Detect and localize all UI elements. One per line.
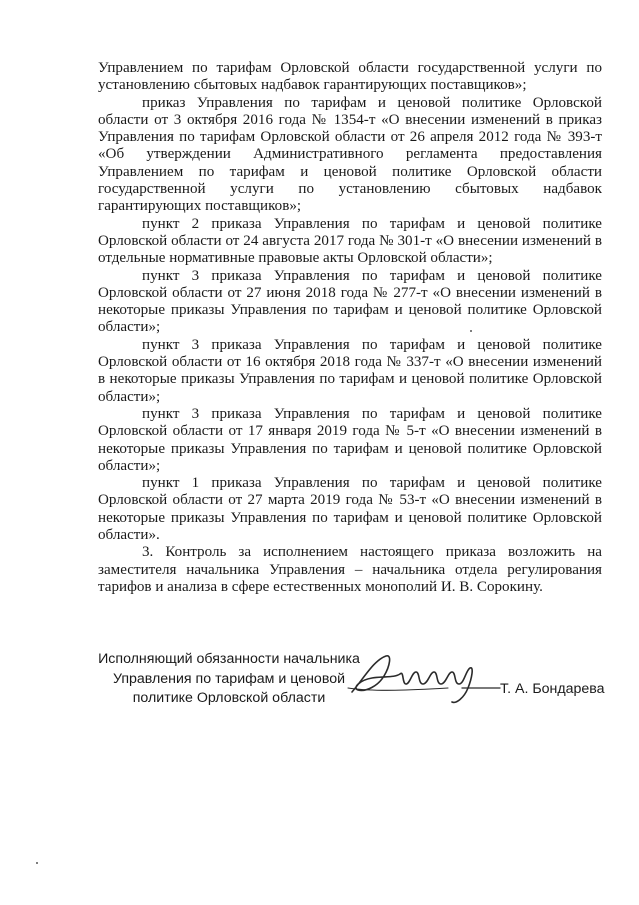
paragraph-0: Управлением по тарифам Орловской области государственной услуги по установлению сбытовых надбавок гарантирующих поставщиков»; [98,60,602,94]
signatory-position-line-2: Управления по тарифам и ценовой [112,670,346,687]
scan-speck [36,862,38,864]
paragraph-4: пункт 3 приказа Управления по тарифам и ценовой политике Орловской области от 16 октября 2018 года № 337-т «О внесении изменений в некоторые приказы Управления по тарифам и ценовой политике Орловской области»; [98,336,602,405]
signatory-position-line-3: политике Орловской области [132,690,326,706]
signatory-position-line-1: Исполняющий обязанности начальника [98,651,360,667]
scan-speck [470,330,472,332]
handwritten-signature [344,648,504,708]
paragraph-2: пункт 2 приказа Управления по тарифам и ценовой политике Орловской области от 24 августа 2017 года № 301-т «О внесении изменений в отдельные нормативные правовые акты Орловской области»; [98,215,602,267]
paragraph-1: приказ Управления по тарифам и ценовой политике Орловской области от 3 октября 2016 года № 1354-т «О внесении изменений в приказ Управления по тарифам Орловской области от 26 апреля 2012 года № 393-т «Об утверждении Административного регламента предоставления Управлением по тарифам и ценовой политике Орловской области государственной услуги по установлению сбытовых надбавок гарантирующих поставщиков»; [98,94,602,215]
paragraph-7: 3. Контроль за исполнением настоящего приказа возложить на заместителя начальника Управления – начальника отдела регулирования тарифов и анализа в сфере естественных монополий И. В. Сорокину. [98,544,602,595]
signatory-position [98,650,360,709]
paragraph-5: пункт 3 приказа Управления по тарифам и ценовой политике Орловской области от 17 января 2019 года № 5-т «О внесении изменений в некоторые приказы Управления по тарифам и ценовой политике Орловской области»; [98,405,602,474]
document-body [98,60,602,596]
paragraph-6: пункт 1 приказа Управления по тарифам и ценовой политике Орловской области от 27 марта 2019 года № 53-т «О внесении изменений в некоторые приказы Управления по тарифам и ценовой политике Орловской области». [98,475,602,544]
signatory-name: Т. А. Бондарева [500,681,605,697]
paragraph-3: пункт 3 приказа Управления по тарифам и ценовой политике Орловской области от 27 июня 2018 года № 277-т «О внесении изменений в некоторые приказы Управления по тарифам и ценовой политике Орловской области»; [98,267,602,336]
